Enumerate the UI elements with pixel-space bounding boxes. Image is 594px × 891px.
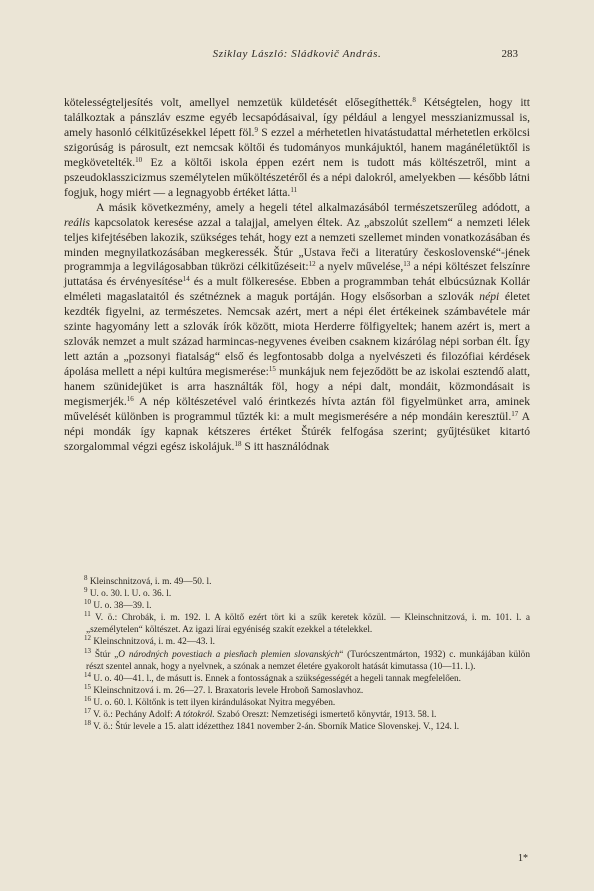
footnote-number: 15 xyxy=(84,682,91,691)
text-run: V. ö.: Chrobák, i. m. 192. l. A költő ezért tört ki a szűk keretek közül. — Kleinschnitzová, i. m. 101. l. a „személytelen“ költészet. Az igazi lírai egyéniség szakít ezekkel a tételekkel. xyxy=(86,613,530,636)
text-run: Ez a költői iskola éppen ezért nem is tudott más költészetről, mint a pszeudoklasszicizmus személytelen műköltészetéről és a népi dalokról, amelyekben — később látni fogjuk, hogy miért — a legnagyobb értéket látta. xyxy=(64,155,530,199)
text-run: és a mult fölkeresése. Ebben a programmban tehát elbúcsúznak Kollár elméleti magaslataitól és szétnéznek a maguk portáján. Hogy elsősorban a szlovák xyxy=(64,275,530,304)
text-run: “ (Turócszentmárton, 1932) c. munkájában külön részt szentel annak, hogy a nyelvnek, a szónak a nemzet életére gyakorolt hatását kimutassa (10—11. l.). xyxy=(86,649,530,672)
text-run: Szabó Oreszt: Nemzetiségi ismertető könyvtár, 1913. 58. l. xyxy=(214,710,437,721)
footnote xyxy=(64,682,530,697)
emphasis: reális xyxy=(64,215,90,229)
footnote xyxy=(64,576,530,588)
footnote-ref: 18 xyxy=(234,439,242,448)
footnotes xyxy=(64,576,530,733)
footnote-ref: 16 xyxy=(126,395,134,404)
text-run: Kleinschnitzová, i. m. 49—50. l. xyxy=(87,577,212,587)
text-run: kapcsolatok keresése azzal a talajjal, amelyen éltek. Az „abszolút szellem“ a nemzeti lélek teljes kifejtésében lakozik, szükséges tehát, hogy ezt a nemzeti szellemet minden vonatkozásában és minden megnyilatkozásában megkeressék. Štúr „Ustava řeči a literatúry československé“-jének programmja a legvilágosabban tükrözi célkitűzéseit: xyxy=(64,215,530,274)
text-run: a nyelv művelése, xyxy=(315,260,404,274)
footnote xyxy=(64,612,530,636)
footnote-ref: 8 xyxy=(412,96,416,104)
footnote xyxy=(64,646,530,673)
text-run: munkájuk nem fejeződött be az iskolai esztendő alatt, hanem szünidejüket is arra használták föl, hogy a népi dalt, mondáit, közmondásait is megismerjék. xyxy=(64,365,530,409)
text-run: Kleinschnitzová, i. m. 42—43. l. xyxy=(91,637,215,648)
emphasis: A tótokról. xyxy=(175,710,215,721)
footnote-ref: 13 xyxy=(403,260,411,269)
text-run: Kleinschnitzová i. m. 26—27. l. Braxatoris levele Hroboň Samoslavhoz. xyxy=(91,685,364,696)
emphasis: O národných povestiach a piesňach plemien slovanských xyxy=(118,649,340,660)
text-run: a népi költészet felszínre juttatása és érvényesítése xyxy=(64,260,530,289)
footnote-ref: 12 xyxy=(308,260,316,269)
footnote-ref: 17 xyxy=(511,410,519,419)
printer-signature: 1* xyxy=(518,853,528,864)
footnote-ref: 15 xyxy=(268,365,276,374)
emphasis: népi xyxy=(479,290,500,304)
text-run: U. o. 38—39. l. xyxy=(91,601,152,612)
page-number: 283 xyxy=(501,48,518,60)
paragraph-1 xyxy=(64,96,530,201)
text-run: Kétségtelen, hogy itt találkoztak a pánszláv eszme egyéb lecsapódásaival, így például a lengyel messzianizmussal is, amely hasonló célkitűzésekkel lépett föl. xyxy=(64,96,531,139)
footnote-number: 11 xyxy=(84,610,91,619)
footnote-number: 14 xyxy=(84,670,91,679)
footnote xyxy=(64,588,530,600)
text-run: kötelességteljesítés volt, amellyel nemzetük küldetését elősegíthették. xyxy=(64,96,413,109)
paragraph-2 xyxy=(64,201,530,455)
footnote-number: 8 xyxy=(84,574,88,582)
text-run: U. o. 30. l. U. o. 36. l. xyxy=(87,589,172,600)
text-run: A nép költészetével való érintkezés hívta aztán föl figyelmünket arra, aminek művelését különben is programmul tűzték ki: a mult megismerésére a nép mondáin keresztül. xyxy=(64,395,530,424)
footnote-number: 10 xyxy=(84,598,91,607)
footnote-number: 18 xyxy=(84,719,91,728)
footnote xyxy=(64,694,530,709)
footnote-ref: 11 xyxy=(290,185,298,194)
footnote xyxy=(64,670,530,685)
page-header xyxy=(64,48,530,64)
footnote xyxy=(64,636,530,648)
body-text xyxy=(64,96,530,455)
footnote-ref: 14 xyxy=(182,275,190,284)
footnote-ref: 10 xyxy=(135,155,143,164)
text-run: életet kezdték figyelni, az természetes. Nemcsak azért, mert a népi élet értékeinek számbavétele már szinte hagyomány lett a szlovák írók között, miota Herderre fölfigyeltek; hanem azért is, mert a szlovák nemzet a mult század harmincas-negyvenes éveiben csaknem kizárólag népi sorban élt. Így lett aztán a „pozsonyi fiatalság“ első és legfontosabb dolga a nyelvészeti és filozófiai kérdések ápolása mellett a népi kultúra megismerése: xyxy=(64,290,530,379)
text-run: V. ö.: Pechány Adolf: xyxy=(91,710,176,721)
footnote-number: 12 xyxy=(84,634,91,643)
footnote-number: 17 xyxy=(84,707,91,716)
text-run: Štúr „ xyxy=(91,649,119,660)
footnote-number: 13 xyxy=(84,646,91,655)
text-run: A népi mondák így kapnak kétszeres értéket Štúrék felfogása szerint; gyűjtésüket kitartó szorgalommal végzi egész iskolájuk. xyxy=(64,410,530,453)
footnote xyxy=(64,721,530,733)
running-head: Sziklay László: Sládkovič András. xyxy=(212,48,382,60)
footnote-number: 9 xyxy=(84,586,88,595)
footnote xyxy=(64,600,530,612)
footnote xyxy=(64,709,530,721)
footnote-ref: 9 xyxy=(254,125,258,134)
text-run: A másik következmény, amely a hegeli tétel alkalmazásából természetszerűleg adódott, a xyxy=(96,200,530,214)
text-run: U. o. 40—41. l., de másutt is. Ennek a fontosságnak a szükségességét a hegeli tannak megfelelően. xyxy=(91,673,461,684)
text-run: V. ö.: Štúr levele a 15. alatt idézetthez 1841 november 2-án. Sborník Matice Slovenskej. V., 124. l. xyxy=(91,722,460,733)
text-run: S itt használódnak xyxy=(241,439,330,453)
footnote-number: 16 xyxy=(84,694,91,703)
text-run: U. o. 60. l. Költőnk is tett ilyen kirándulásokat Nyitra megyében. xyxy=(91,697,336,708)
text-run: S ezzel a mérhetetlen hivatástudattal mérhetetlen erkölcsi szigorúság is párosult, ezt nemcsak költői és tudományos munkájuktól, hanem magánéletüktől is megkövetelték. xyxy=(64,125,530,169)
